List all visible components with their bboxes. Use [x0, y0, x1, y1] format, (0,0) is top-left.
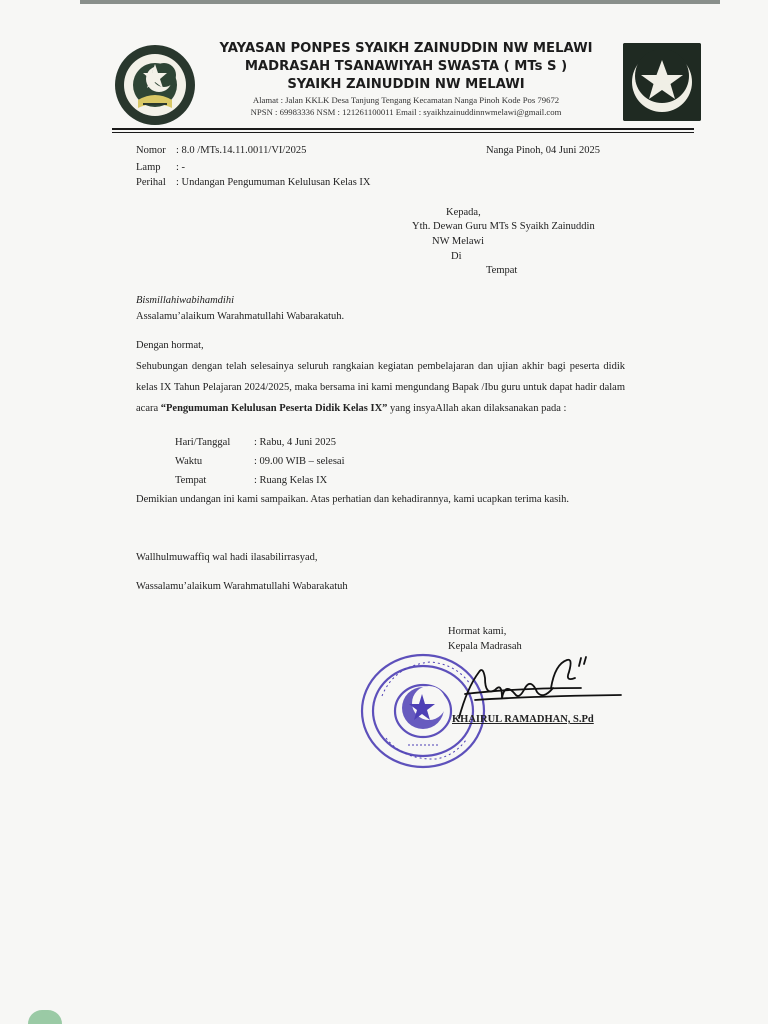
opening-salam: Assalamu’alaikum Warahmatullahi Wabarakatuh.	[136, 311, 345, 322]
crescent-star-icon	[623, 43, 701, 121]
nomor-label: Nomor	[136, 145, 166, 156]
detail-value-place: : Ruang Kelas IX	[254, 475, 328, 486]
detail-value-time: : 09.00 WIB – selesai	[254, 456, 345, 467]
event-name: “Pengumuman Kelulusan Peserta Didik Kelas IX”	[160, 403, 388, 414]
wallahul-line: Wallhulmuwaffiq wal hadi ilasabilirrasyad,	[136, 552, 318, 563]
closing-paragraph: Demikian undangan ini kami sampaikan. Atas perhatian dan kehadirannya, kami ucapkan terima kasih.	[136, 494, 569, 505]
foundation-name: YAYASAN PONPES SYAIKH ZAINUDDIN NW MELAWI	[219, 41, 593, 56]
lamp-value: : -	[176, 162, 186, 173]
detail-value-date: : Rabu, 4 Juni 2025	[254, 437, 336, 448]
letterhead-text	[200, 40, 612, 118]
header-rule-thin	[112, 132, 694, 133]
hormat-line: Hormat kami,	[448, 626, 507, 637]
lamp-label: Lamp	[136, 162, 161, 173]
closing-salam: Wassalamu’alaikum Warahmatullahi Wabarakatuh	[136, 581, 348, 592]
school-emblem-icon	[112, 42, 198, 128]
bismillah: Bismillahiwabihamdihi	[136, 295, 235, 306]
nomor-value: : 8.0 /MTs.14.11.0011/VI/2025	[176, 145, 307, 156]
scan-corner-mark	[28, 1010, 62, 1024]
signer-name: KHAIRUL RAMADHAN, S.Pd	[452, 714, 594, 725]
detail-label-time: Waktu	[175, 456, 203, 467]
position-line: Kepala Madrasah	[448, 641, 522, 652]
school-contact: NPSN : 69983336 NSM : 121261100011 Email : syaikhzainuddinnwmelawi@gmail.com	[250, 107, 562, 117]
detail-label-date: Hari/Tanggal	[175, 437, 231, 448]
invitation-after: yang insyaAllah akan dilaksanakan pada :	[387, 403, 567, 414]
invitation-paragraph	[136, 356, 625, 419]
perihal-value: : Undangan Pengumuman Kelulusan Kelas IX	[176, 177, 371, 188]
school-address: Alamat : Jalan KKLK Desa Tanjung Tengang Kecamatan Nanga Pinoh Kode Pos 79672	[252, 95, 560, 105]
recipient-line4: Tempat	[486, 265, 518, 276]
lamp-line	[136, 161, 185, 175]
detail-label-place: Tempat	[175, 475, 207, 486]
scan-top-edge	[80, 0, 720, 4]
invitation-intro: Sehubungan dengan telah selesainya seluruh rangkaian kegiatan pembelajaran dan ujian akhir bagi peserta didik kelas IX Tahun Pelajaran 2024/2025, maka bersama ini kami mengundang Bapak /Ibu guru untuk dapat hadir dalam acara	[136, 361, 625, 414]
recipient-line3: Di	[451, 251, 462, 262]
recipient-kepada: Kepada,	[446, 207, 481, 218]
header-rule-thick	[112, 128, 694, 130]
place-date: Nanga Pinoh, 04 Juni 2025	[486, 145, 601, 156]
recipient-line2: NW Melawi	[432, 236, 485, 247]
greeting: Dengan hormat,	[136, 340, 204, 351]
nomor-line	[136, 144, 306, 158]
perihal-label: Perihal	[136, 177, 166, 188]
recipient-line1: Yth. Dewan Guru MTs S Syaikh Zainuddin	[412, 221, 595, 232]
letterhead	[112, 40, 697, 128]
school-name: MADRASAH TSANAWIYAH SWASTA ( MTs S )	[244, 59, 568, 74]
school-branch: SYAIKH ZAINUDDIN NW MELAWI	[287, 77, 525, 92]
perihal-line	[136, 176, 371, 190]
